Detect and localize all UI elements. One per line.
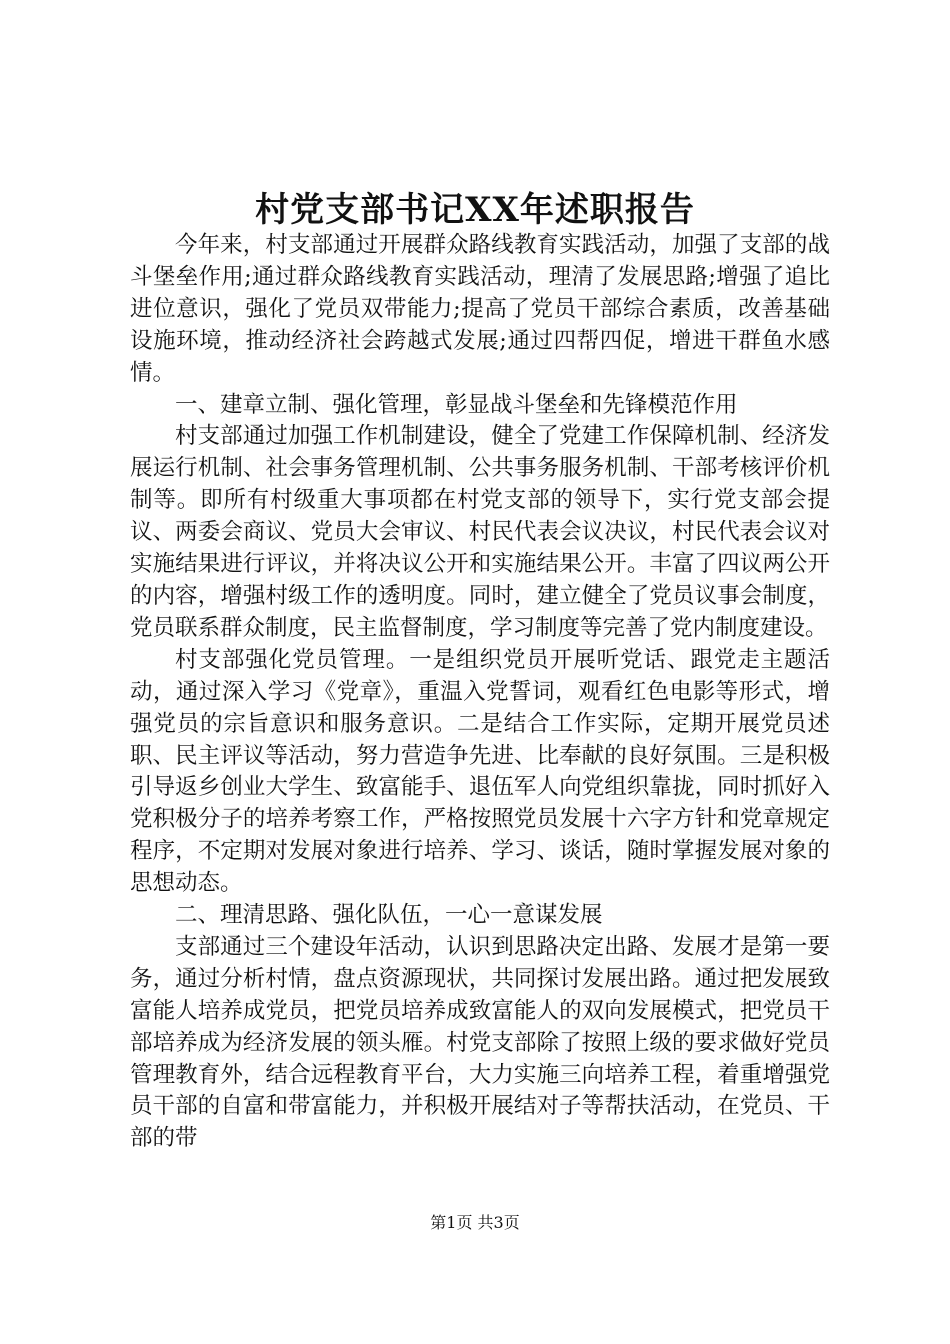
body-paragraph: 村支部通过加强工作机制建设，健全了党建工作保障机制、经济发展运行机制、社会事务管理机制、公共事务服务机制、干部考核评价机制等。即所有村级重大事项都在村党支部的领导下，实行党支部会提议、两委会商议、党员大会审议、村民代表会议决议，村民代表会议对实施结果进行评议，并将决议公开和实施结果公开。丰富了四议两公开的内容，增强村级工作的透明度。同时，建立健全了党员议事会制度，党员联系群众制度，民主监督制度，学习制度等完善了党内制度建设。 — [130, 423, 830, 641]
body-paragraph: 村支部强化党员管理。一是组织党员开展听党话、跟党走主题活动，通过深入学习《党章》，重温入党誓词，观看红色电影等形式，增强党员的宗旨意识和服务意识。二是结合工作实际，定期开展党员述职、民主评议等活动，努力营造争先进、比奉献的良好氛围。三是积极引导返乡创业大学生、致富能手、退伍军人向党组织靠拢，同时抓好入党积极分子的培养考察工作，严格按照党员发展十六字方针和党章规定程序，不定期对发展对象进行培养、学习、谈话，随时掌握发展对象的思想动态。 — [130, 646, 830, 897]
intro-paragraph: 今年来，村支部通过开展群众路线教育实践活动，加强了支部的战斗堡垒作用;通过群众路线教育实践活动，理清了发展思路;增强了追比进位意识，强化了党员双带能力;提高了党员干部综合素质，改善基础设施环境，推动经济社会跨越式发展;通过四帮四促，增进干群鱼水感情。 — [130, 232, 830, 386]
section-heading-2: 二、理清思路、强化队伍，一心一意谋发展 — [175, 902, 603, 929]
document-body — [130, 230, 830, 1155]
body-paragraph: 支部通过三个建设年活动，认识到思路决定出路、发展才是第一要务，通过分析村情，盘点资源现状，共同探讨发展出路。通过把发展致富能人培养成党员，把党员培养成致富能人的双向发展模式，把党员干部培养成为经济发展的领头雁。村党支部除了按照上级的要求做好党员管理教育外，结合远程教育平台，大力实施三向培养工程，着重增强党员干部的自富和带富能力，并积极开展结对子等帮扶活动，在党员、干部的带 — [130, 933, 830, 1152]
page-number-footer: 第1页 共3页 — [430, 1213, 520, 1232]
document-title: 村党支部书记XX年述职报告 — [255, 190, 695, 230]
section-heading-1: 一、建章立制、强化管理，彰显战斗堡垒和先锋模范作用 — [175, 391, 738, 418]
